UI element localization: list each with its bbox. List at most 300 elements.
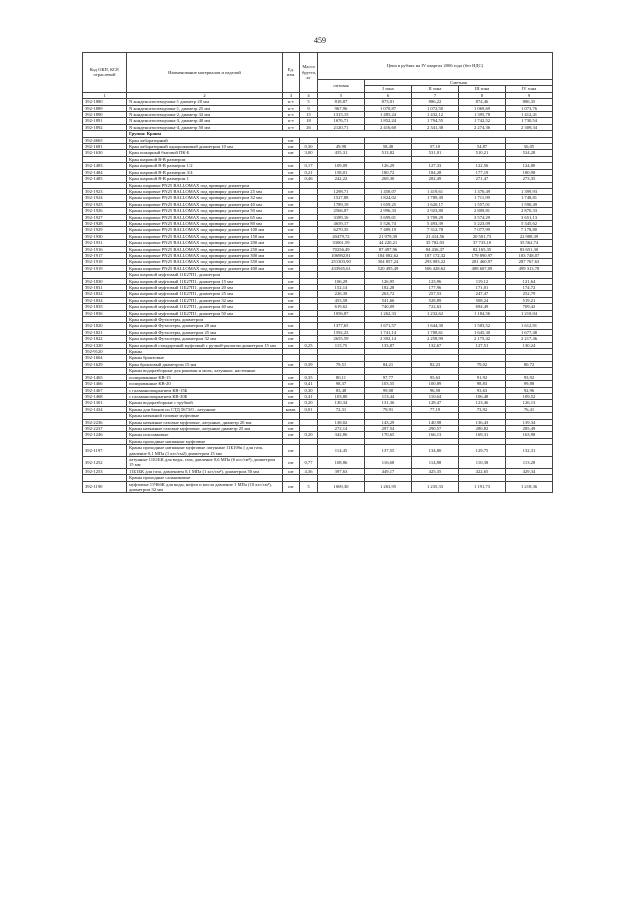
unit-cell: шт (283, 291, 300, 297)
price-cell: 1 644,30 (412, 323, 459, 329)
price-cell: 187 172,32 (412, 252, 459, 258)
unit-cell: шт (283, 393, 300, 399)
price-cell: 113,44 (365, 393, 412, 399)
header-estimate: Сметная (365, 80, 553, 86)
price-cell: 133,87 (365, 342, 412, 348)
price-cell: 5 493,39 (412, 220, 459, 226)
price-cell: 2 217,46 (506, 336, 553, 342)
price-cell: 1 262,33 (365, 310, 412, 316)
price-cell: 108,86 (318, 456, 365, 468)
name-cell: N конденсатоотводчика-1, диаметр 25 мм (127, 105, 283, 111)
price-cell: 140,98 (412, 419, 459, 425)
unit-cell: шт (283, 323, 300, 329)
name-cell: Краны шаровые PN25 BALLOMAX под приварку диаметром 80 мм (127, 220, 283, 226)
code-cell: 392-1190 (83, 481, 127, 493)
unit-cell: шт (283, 252, 300, 258)
mass-cell: 9 (300, 105, 318, 111)
price-cell: 184,28 (412, 169, 459, 175)
column-number: 6 (365, 92, 412, 98)
price-cell: 2 258,99 (412, 336, 459, 342)
name-cell: Краны для бачков по СТД 5673/0 , латунные (127, 406, 283, 412)
unit-cell: шт (283, 176, 300, 182)
column-number: 9 (506, 92, 553, 98)
price-cell: 182,28 (365, 285, 412, 291)
header-unit: Ед. изм. (283, 53, 300, 93)
column-number: 7 (412, 92, 459, 98)
price-cell: 110,38 (459, 456, 506, 468)
unit-cell: шт (283, 163, 300, 169)
unit-cell: шт (283, 304, 300, 310)
price-cell: 297,54 (365, 425, 412, 431)
name-cell: Кран шаровой муфтовый 11Б27П1, диаметром 50 мм (127, 310, 283, 316)
mass-cell: 0,41 (300, 393, 318, 399)
price-cell: 293 083,22 (412, 259, 459, 265)
code-cell: 392-4665 (83, 137, 127, 143)
price-cell: 79,51 (318, 361, 365, 367)
name-cell: Краны поплавковые (127, 432, 283, 438)
name-cell: Кран шаровой Футлотерм, диаметром (127, 317, 283, 323)
price-cell: 119,12 (459, 278, 506, 284)
header-zone-3: III зона (459, 86, 506, 92)
price-cell: 166,13 (412, 432, 459, 438)
price-cell: 6270,35 (318, 227, 365, 233)
unit-cell: шт (283, 310, 300, 316)
price-cell: 1 645,30 (459, 329, 506, 335)
mass-cell: 3,00 (300, 150, 318, 156)
name-cell: Краны шаровые PN25 BALLOMAX под приварку диаметром 250 мм (127, 246, 283, 252)
price-cell: 304 857,24 (365, 259, 412, 265)
price-cell: 2 809,81 (459, 208, 506, 214)
unit-cell: шт (283, 278, 300, 284)
code-cell: 392-1831 (83, 285, 127, 291)
unit-cell: к-т (283, 118, 300, 124)
header-prices-title: Цена в рублях на IV квартал 2006 года (без НДС) (318, 53, 553, 80)
name-cell: 11Б1БК для газа, давлением 0,1 МПа (1 кгс/см²), диаметром 50 мм (127, 468, 283, 474)
code-cell: 392-1923 (83, 188, 127, 194)
unit-cell: шт (283, 240, 300, 246)
table-row (83, 456, 553, 468)
price-cell: 93,63 (459, 387, 506, 393)
code-cell: 392-1252 (83, 456, 127, 468)
price-cell: 886,22 (412, 99, 459, 105)
mass-cell: 0,30 (300, 387, 318, 393)
unit-cell: шт (283, 432, 300, 438)
name-cell: Краны натяжные газовые муфтовые, латунные диаметр 25 мм (127, 425, 283, 431)
price-cell: 136,43 (459, 419, 506, 425)
price-cell: 257,53 (412, 291, 459, 297)
price-cell: 109,52 (506, 393, 553, 399)
unit-cell: шт (283, 220, 300, 226)
unit-cell: шт (283, 297, 300, 303)
price-cell: 2120,71 (318, 124, 365, 130)
code-cell: 392-1320 (83, 342, 127, 348)
mass-cell: 4,36 (300, 468, 318, 474)
price-cell: 79,02 (459, 361, 506, 367)
price-cell: 170,65 (365, 432, 412, 438)
price-cell: 44 220,21 (365, 240, 412, 246)
code-cell: 392-2237 (83, 425, 127, 431)
price-cell: 1 210,04 (506, 310, 553, 316)
name-cell: Кран шаровой муфтовый 11Б27П1, диаметром 15 мм (127, 278, 283, 284)
name-cell: Краны шаровые PN25 BALLOMAX под приварку диаметром 350 мм (127, 259, 283, 265)
name-cell: Кран шаровой муфтовый 11Б27П1, диаметром (127, 272, 283, 278)
code-cell: 392-1681 (83, 144, 127, 150)
price-cell: 453,58 (318, 297, 365, 303)
name-cell: Краны натяжной газовые муфтовые (127, 413, 283, 419)
name-cell: Кран шаровой стандартный муфтовый с ручкой-рычагом диаметром 15 мм (127, 342, 283, 348)
price-cell: 510,21 (459, 150, 506, 156)
mass-cell: 0,41 (300, 381, 318, 387)
price-cell: 183 748,07 (506, 252, 553, 258)
table-header (83, 53, 553, 99)
mass-cell: 26 (300, 124, 318, 130)
unit-cell: шт (283, 265, 300, 271)
price-cell: 174,72 (506, 285, 553, 291)
price-cell: 106982,81 (318, 252, 365, 258)
price-cell: 98,37 (318, 381, 365, 387)
unit-cell: шт (283, 233, 300, 239)
price-cell: 87 497,96 (365, 246, 412, 252)
unit-cell: шт (283, 445, 300, 457)
price-cell: 3 709,29 (412, 214, 459, 220)
name-cell: Кран бронзовый диаметром 15 мм (127, 361, 283, 367)
price-cell: 273,35 (506, 176, 553, 182)
price-cell: 54,87 (459, 144, 506, 150)
mass-cell: 0,25 (300, 342, 318, 348)
name-cell: Кран шаровой В-В размером (127, 156, 283, 162)
price-cell: 2 923,80 (412, 208, 459, 214)
unit-cell: шт (283, 285, 300, 291)
header-zone-2: II зона (412, 86, 459, 92)
name-cell: Краны шаровые PN25 BALLOMAX под приварку диаметром 50 мм (127, 208, 283, 214)
price-cell: 98,83 (459, 381, 506, 387)
name-cell: Краны шаровые PN25 BALLOMAX под приварку диаметром (127, 182, 283, 188)
price-cell: 163,98 (506, 432, 553, 438)
price-cell: 137,55 (365, 445, 412, 457)
column-number: 8 (459, 92, 506, 98)
price-cell: 80,72 (506, 361, 553, 367)
unit-cell: к-т (283, 124, 300, 130)
name-cell: Кран шаровой муфтовый 11Б27П1, диаметром 40 мм (127, 304, 283, 310)
price-cell: 82,23 (412, 361, 459, 367)
price-cell: 272,14 (318, 425, 365, 431)
code-cell: 392-1483 (83, 163, 127, 169)
price-cell: 1 742,52 (459, 118, 506, 124)
name-cell: N конденсатоотводчика-4, диаметр 50 мм (127, 124, 283, 130)
price-cell: 1 789,49 (412, 195, 459, 201)
price-cell: 425,35 (412, 468, 459, 474)
code-cell: 392-1924 (83, 195, 127, 201)
price-cell: 449,17 (365, 468, 412, 474)
unit-cell: шт (283, 150, 300, 156)
price-cell: 128,47 (412, 400, 459, 406)
price-cell: 1 070,87 (365, 105, 412, 111)
name-cell: Краны шаровые PN25 BALLOMAX под приварку диаметром 200 мм (127, 240, 283, 246)
name-cell: Краны проходные натяжные муфтовые (127, 438, 283, 444)
price-cell: 1527,88 (318, 195, 365, 201)
code-cell: 392-9120 (83, 349, 127, 355)
price-cell: 1 485,24 (365, 112, 412, 118)
mass-cell: 0,20 (300, 432, 318, 438)
price-cell: 2 870,33 (506, 208, 553, 214)
price-cell: 115,75 (318, 342, 365, 348)
unit-cell: шт (283, 481, 300, 493)
unit-cell: шт (283, 201, 300, 207)
code-cell: 392-1834 (83, 297, 127, 303)
unit-cell: шт (283, 468, 300, 474)
column-number: 4 (300, 92, 318, 98)
price-cell: 520 495,49 (365, 265, 412, 271)
price-cell: 619,62 (318, 304, 365, 310)
price-cell: 290,57 (412, 425, 459, 431)
price-cell: 1 590,49 (506, 201, 553, 207)
price-cell: 1 184,56 (459, 310, 506, 316)
price-cell: 1 748,81 (506, 195, 553, 201)
price-cell: 1 432,12 (412, 112, 459, 118)
price-cell: 524,28 (506, 150, 553, 156)
price-cell: 1 263,95 (365, 481, 412, 493)
price-cell: 114,45 (318, 445, 365, 457)
code-cell: 392-1604 (83, 355, 127, 361)
price-cell: 1 412,41 (506, 112, 553, 118)
name-cell: Краны шаровые PN25 BALLOMAX под приварку диаметром 32 мм (127, 195, 283, 201)
price-cell: 56,05 (506, 144, 553, 150)
unit-cell: шт (283, 259, 300, 265)
code-cell: 392-1630 (83, 150, 127, 156)
price-cell: 488 607,09 (459, 265, 506, 271)
price-cell: 77,19 (412, 406, 459, 412)
price-cell: 7 077,99 (459, 227, 506, 233)
mass-cell: 5 (300, 99, 318, 105)
table-row (83, 481, 553, 493)
price-cell: 1 852,24 (365, 118, 412, 124)
price-cell: 709,42 (506, 304, 553, 310)
unit-cell: шт (283, 214, 300, 220)
price-cell: 84,21 (365, 361, 412, 367)
price-cell: 80,11 (318, 374, 365, 380)
code-cell: 392-1253 (83, 468, 127, 474)
price-cell: 541,66 (365, 297, 412, 303)
code-cell: 392-1301 (83, 400, 127, 406)
price-cell: 251303,90 (318, 259, 365, 265)
code-cell: 392-1197 (83, 445, 127, 457)
name-cell: Кран шаровой Футлотерм, диаметром 32 мм (127, 336, 283, 342)
price-cell: 271,47 (459, 176, 506, 182)
price-cell: 1 612,91 (506, 323, 553, 329)
price-cell: 100,89 (412, 381, 459, 387)
price-cell: 2 175,42 (459, 336, 506, 342)
price-cell: 20 501,73 (459, 233, 506, 239)
price-cell: 2 341,38 (412, 124, 459, 130)
code-cell: 392-1820 (83, 323, 127, 329)
code-cell: 392-1880 (83, 99, 127, 105)
price-cell: 397,63 (318, 468, 365, 474)
name-cell: Краны шаровые PN25 BALLOMAX под приварку диаметром 40 мм (127, 201, 283, 207)
mass-cell: 0,35 (300, 374, 318, 380)
price-cell: 694,49 (459, 304, 506, 310)
price-cell: 37 733,10 (459, 240, 506, 246)
price-cell: 132,31 (506, 445, 553, 457)
price-cell: 76,41 (506, 406, 553, 412)
unit-cell: к-т (283, 112, 300, 118)
price-cell: 84 436,37 (412, 246, 459, 252)
price-cell: 143,29 (365, 419, 412, 425)
price-cell: 1 677,48 (506, 329, 553, 335)
code-cell: 392-1931 (83, 240, 127, 246)
price-cell: 2 309,34 (506, 124, 553, 130)
price-cell: 126,13 (506, 400, 553, 406)
price-cell: 21 979,39 (365, 233, 412, 239)
price-cell: 1 824,02 (365, 195, 412, 201)
price-cell: 287 767,63 (506, 259, 553, 265)
price-cell: 22 988,39 (506, 233, 553, 239)
price-cell: 281 460,97 (459, 259, 506, 265)
price-cell: 138,02 (318, 419, 365, 425)
price-cell: 177,19 (459, 169, 506, 175)
code-cell: 392-1835 (83, 304, 127, 310)
code-cell: 392-1918 (83, 259, 127, 265)
code-cell: 392-1466 (83, 381, 127, 387)
unit-cell: шт (283, 381, 300, 387)
unit-cell: комп. (283, 406, 300, 412)
column-number: 3 (283, 92, 300, 98)
code-cell: 392-1919 (83, 265, 127, 271)
price-cell: 1 235,33 (412, 481, 459, 493)
table-row (83, 445, 553, 457)
price-cell: 967,96 (318, 105, 365, 111)
price-cell: 70256,49 (318, 246, 365, 252)
price-cell: 92,96 (506, 387, 553, 393)
code-cell: 392-1928 (83, 220, 127, 226)
price-cell: 103,80 (318, 393, 365, 399)
price-cell: 106,29 (318, 278, 365, 284)
price-cell: 126,95 (365, 278, 412, 284)
price-cell: 1 620,17 (412, 201, 459, 207)
price-cell: 2 392,14 (365, 336, 412, 342)
unit-cell: шт (283, 246, 300, 252)
price-cell: 79,91 (365, 406, 412, 412)
name-cell: Краны водоразборные для раковин и моек, латунные, настенные (127, 368, 283, 374)
price-cell: 1069,30 (318, 481, 365, 493)
code-cell: 392-2236 (83, 419, 127, 425)
name-cell: Кран лабораторный однорожковый диаметром 10 мм (127, 144, 283, 150)
price-cell: 1676,71 (318, 118, 365, 124)
code-cell: 392-1916 (83, 246, 127, 252)
name-cell: полированные КВ-15 (127, 374, 283, 380)
price-cell: 1377,65 (318, 323, 365, 329)
price-cell: 1 419,61 (412, 188, 459, 194)
price-cell: 130,34 (318, 400, 365, 406)
code-cell: 392-1830 (83, 278, 127, 284)
name-cell: Краны шаровые PN25 BALLOMAX под приварку диаметром 150 мм (127, 233, 283, 239)
unit-cell: шт (283, 169, 300, 175)
price-cell: 33061,59 (318, 240, 365, 246)
price-cell: 263,72 (365, 291, 412, 297)
name-cell: Краны водоразборные с трубкой (127, 400, 283, 406)
price-table-sheet (82, 52, 552, 493)
price-cell: 99,88 (506, 381, 553, 387)
code-cell: 392-1467 (83, 387, 127, 393)
code-cell: 392-1246 (83, 432, 127, 438)
price-cell: 20479,72 (318, 233, 365, 239)
price-cell: 91,92 (459, 374, 506, 380)
name-cell: муфтовые 11Ч6бК для воды, нефти и масла давление 1 МПа (10 кгс/см²), диаметром 32 мм (127, 481, 283, 493)
price-cell: 740,09 (365, 304, 412, 310)
price-cell: 280,82 (459, 425, 506, 431)
price-cell: 126,29 (365, 163, 412, 169)
price-cell: 72,31 (318, 406, 365, 412)
header-wholesale: оптовая (318, 80, 365, 93)
unit-cell: шт (283, 361, 300, 367)
price-cell: 1 730,54 (506, 118, 553, 124)
price-cell: 499 313,78 (506, 265, 553, 271)
name-cell: N конденсатоотводчика-3, диаметр 40 мм (127, 118, 283, 124)
price-cell: 433945,61 (318, 265, 365, 271)
price-table (82, 52, 553, 493)
price-cell: 3 651,13 (506, 214, 553, 220)
header-zone-4: IV зона (506, 86, 553, 92)
price-cell: 2566,07 (318, 208, 365, 214)
price-cell: 95,63 (412, 374, 459, 380)
price-cell: 1 557,01 (459, 201, 506, 207)
price-cell: 3 574,29 (459, 214, 506, 220)
price-cell: 179 890,97 (459, 252, 506, 258)
code-cell: 392-1836 (83, 310, 127, 316)
mass-cell: 0,46 (300, 176, 318, 182)
price-cell: 342,86 (318, 432, 365, 438)
code-cell: 392-1822 (83, 336, 127, 342)
price-cell: 184 082,62 (365, 252, 412, 258)
code-cell: 392-1832 (83, 291, 127, 297)
code-cell: 392-1930 (83, 233, 127, 239)
page-number: 459 (314, 36, 326, 45)
price-cell: 7 489,19 (365, 227, 412, 233)
name-cell: Краны шаровые PN25 BALLOMAX под приварку диаметром 300 мм (127, 252, 283, 258)
price-cell: 285,49 (506, 425, 553, 431)
code-cell: 392-1629 (83, 361, 127, 367)
price-cell: 109,09 (318, 163, 365, 169)
name-cell: Краны шаровые PN25 BALLOMAX под приварку диаметром 400 мм (127, 265, 283, 271)
unit-cell: шт (283, 374, 300, 380)
price-cell: 1 073,76 (506, 105, 553, 111)
price-cell: 123,96 (412, 278, 459, 284)
name-cell: Кран шаровой муфтовый 11Б27П1, диаметром 32 мм (127, 297, 283, 303)
price-cell: 1 191,73 (459, 481, 506, 493)
mass-cell: 0,30 (300, 144, 318, 150)
code-cell: 392-1465 (83, 374, 127, 380)
price-cell: 1 659,25 (365, 201, 412, 207)
price-cell: 282,49 (412, 176, 459, 182)
column-number: 1 (83, 92, 127, 98)
price-cell: 247,47 (459, 291, 506, 297)
unit-cell: шт (283, 387, 300, 393)
price-cell: 242,22 (318, 176, 365, 182)
price-cell: 171,01 (459, 285, 506, 291)
mass-cell: 0,77 (300, 456, 318, 468)
price-cell: 152,14 (318, 285, 365, 291)
price-cell: 506 428,62 (412, 265, 459, 271)
price-cell: 134,80 (412, 445, 459, 457)
code-cell: 392-1925 (83, 201, 127, 207)
code-cell: 392-1891 (83, 118, 127, 124)
name-cell: Краны шаровые PN25 BALLOMAX под приварку диаметром 100 мм (127, 227, 283, 233)
code-cell: 392-1927 (83, 214, 127, 220)
unit-cell: шт (283, 195, 300, 201)
name-cell: полированные КВ-20 (127, 381, 283, 387)
name-cell: Кран шаровой муфтовый 11Б27П1, диаметром 20 мм (127, 285, 283, 291)
unit-cell: шт (283, 425, 300, 431)
price-cell: 130,24 (506, 342, 553, 348)
